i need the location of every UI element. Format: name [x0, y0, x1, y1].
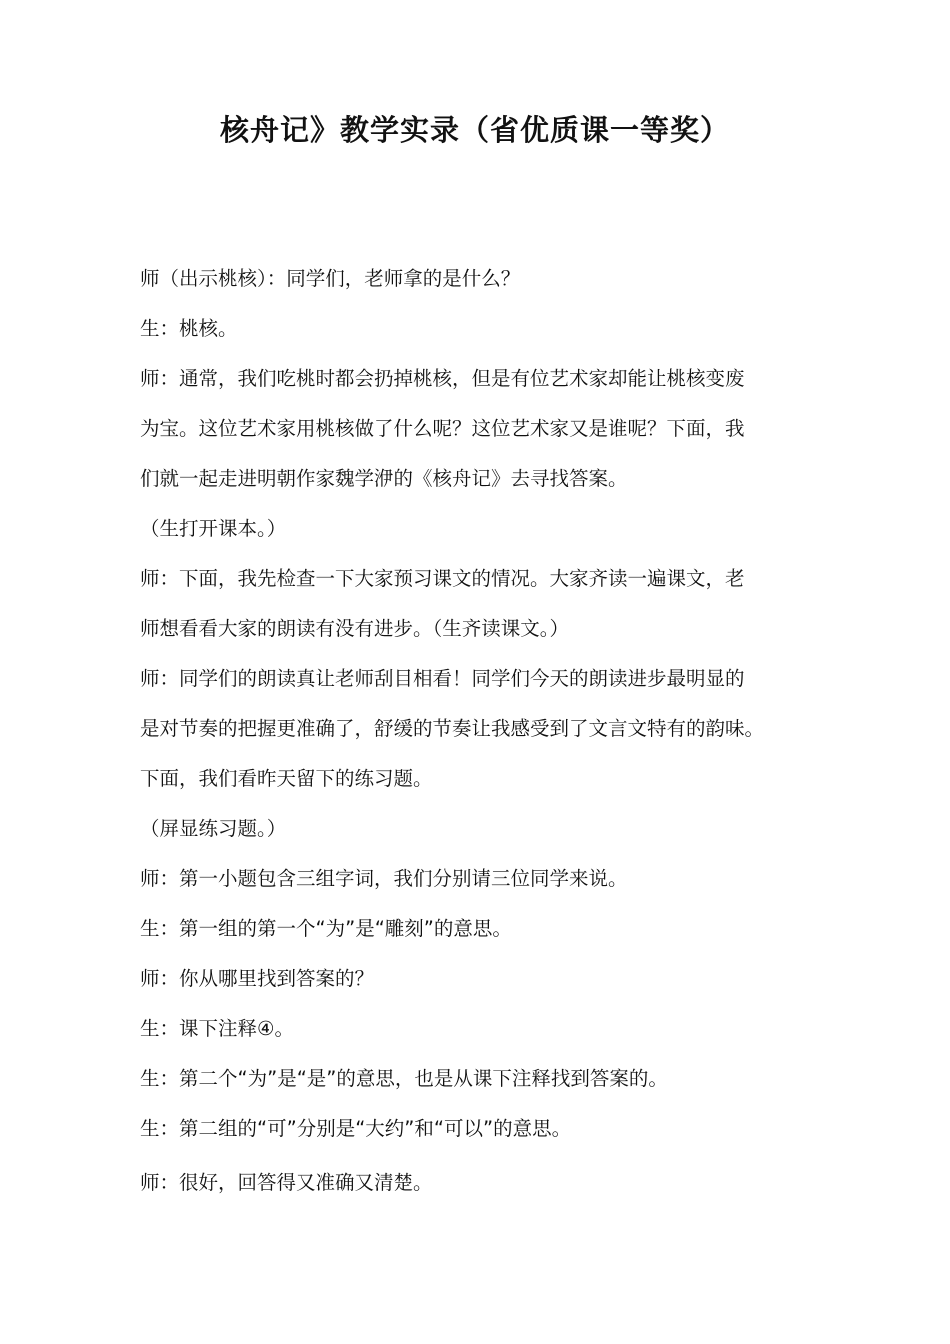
- paragraph-line: 师（出示桃核）：同学们，老师拿的是什么？: [140, 267, 521, 290]
- paragraph-line: （生打开课本。）: [140, 517, 287, 540]
- paragraph-line: 生：课下注释④。: [140, 1017, 294, 1040]
- document-title: 核舟记》教学实录（省优质课一等奖）: [219, 113, 730, 147]
- paragraph-line: 生：第二个“为”是“是”的意思，也是从课下注释找到答案的。: [140, 1067, 668, 1090]
- paragraph-line: 生：第一组的第一个“为”是“雕刻”的意思。: [140, 917, 512, 940]
- paragraph-line: 为宝。这位艺术家用桃核做了什么呢？这位艺术家又是谁呢？下面，我: [140, 417, 745, 440]
- paragraph-line: 师：很好，回答得又准确又清楚。: [140, 1171, 433, 1194]
- paragraph-line: 师：下面，我先检查一下大家预习课文的情况。大家齐读一遍课文，老: [140, 567, 745, 590]
- paragraph-line: 师想看看大家的朗读有没有进步。（生齐读课文。）: [140, 617, 570, 640]
- paragraph-line: 们就一起走进明朝作家魏学洢的《核舟记》去寻找答案。: [140, 467, 628, 490]
- paragraph-line: 生：第二组的“可”分别是“大约”和“可以”的意思。: [140, 1117, 572, 1140]
- paragraph-line: 下面，我们看昨天留下的练习题。: [140, 767, 433, 790]
- paragraph-line: 师：第一小题包含三组字词，我们分别请三位同学来说。: [140, 867, 628, 890]
- paragraph-line: 生：桃核。: [140, 317, 238, 340]
- paragraph-line: 是对节奏的把握更准确了，舒缓的节奏让我感受到了文言文特有的韵味。: [140, 717, 765, 740]
- paragraph-line: 师：通常，我们吃桃时都会扔掉桃核，但是有位艺术家却能让桃核变废: [140, 367, 745, 390]
- paragraph-line: 师：同学们的朗读真让老师刮目相看！同学们今天的朗读进步最明显的: [140, 667, 745, 690]
- paragraph-line: 师：你从哪里找到答案的？: [140, 967, 375, 990]
- paragraph-line: （屏显练习题。）: [140, 817, 287, 840]
